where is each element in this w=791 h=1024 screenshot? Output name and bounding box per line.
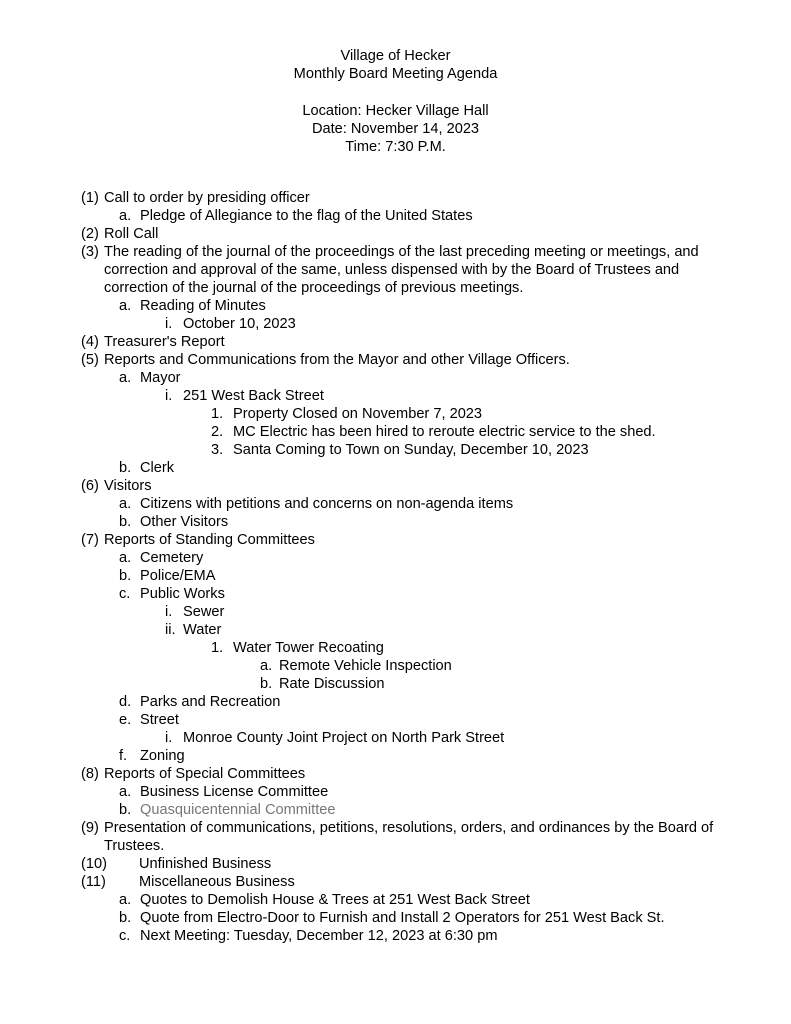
- agenda-item-marker: d.: [119, 694, 132, 710]
- agenda-item: [0, 333, 791, 351]
- agenda-item: [0, 405, 791, 423]
- agenda-item: [0, 765, 791, 783]
- agenda-item-marker: i.: [165, 316, 173, 332]
- agenda-item-text: Reports and Communications from the Mayor and other Village Officers.: [104, 352, 570, 368]
- agenda-item-marker: a.: [260, 658, 273, 674]
- agenda-item-text: Street: [140, 712, 179, 728]
- agenda-item: [0, 693, 791, 711]
- agenda-item-marker: (2): [81, 226, 99, 242]
- agenda-item: [0, 387, 791, 405]
- agenda-item-marker: 1.: [211, 640, 224, 656]
- agenda-item-marker: i.: [165, 604, 173, 620]
- agenda-item-marker: e.: [119, 712, 132, 728]
- agenda-item: [0, 801, 791, 819]
- agenda-item: [0, 819, 791, 855]
- agenda-item: [0, 513, 791, 531]
- agenda-item: [0, 189, 791, 207]
- agenda-item: [0, 351, 791, 369]
- agenda-item-text: Miscellaneous Business: [139, 874, 295, 890]
- agenda-item: [0, 675, 791, 693]
- agenda-item-marker: b.: [260, 676, 273, 692]
- agenda-item: [0, 585, 791, 603]
- agenda-item-marker: (8): [81, 766, 99, 782]
- agenda-item-text: Presentation of communications, petitions, resolutions, orders, and ordinances by the Board of Trustees.: [104, 820, 714, 854]
- agenda-item-marker: a.: [119, 298, 132, 314]
- meeting-date: Date: November 14, 2023: [311, 121, 480, 137]
- agenda-item-text: Other Visitors: [140, 514, 229, 530]
- agenda-item: [0, 315, 791, 333]
- agenda-item-text: Roll Call: [104, 226, 159, 242]
- agenda-item: [0, 207, 791, 225]
- agenda-item: [0, 783, 791, 801]
- agenda-item-marker: b.: [119, 910, 132, 926]
- agenda-item-text: Next Meeting: Tuesday, December 12, 2023 at 6:30 pm: [140, 928, 498, 944]
- agenda-item: [0, 549, 791, 567]
- agenda-item: [0, 225, 791, 243]
- agenda-item-marker: f.: [119, 748, 128, 764]
- agenda-item-text: Water Tower Recoating: [233, 640, 384, 656]
- agenda-item-marker: a.: [119, 550, 132, 566]
- agenda-item: [0, 567, 791, 585]
- agenda-item: [0, 873, 791, 891]
- agenda-item-text: Police/EMA: [140, 568, 216, 584]
- agenda-item-marker: (7): [81, 532, 99, 548]
- agenda-item: [0, 297, 791, 315]
- agenda-item-text: MC Electric has been hired to reroute electric service to the shed.: [233, 424, 656, 440]
- agenda-item-marker: (11): [81, 874, 106, 890]
- agenda-item-text: Remote Vehicle Inspection: [279, 658, 452, 674]
- agenda-item-text: Reports of Special Committees: [104, 766, 306, 782]
- agenda-item-text: Monroe County Joint Project on North Park Street: [183, 730, 505, 746]
- agenda-item: [0, 729, 791, 747]
- agenda-item-text: Rate Discussion: [279, 676, 385, 692]
- meeting-location: Location: Hecker Village Hall: [302, 103, 489, 119]
- agenda-item-text: Visitors: [104, 478, 152, 494]
- agenda-item: [0, 927, 791, 945]
- agenda-item-marker: (10): [81, 856, 107, 872]
- agenda-item-marker: (1): [81, 190, 99, 206]
- agenda-item-text: Cemetery: [140, 550, 204, 566]
- agenda-item-marker: (9): [81, 820, 99, 836]
- agenda-item-text: Water: [183, 622, 222, 638]
- agenda-item-marker: (5): [81, 352, 99, 368]
- agenda-item-text: Treasurer's Report: [104, 334, 225, 350]
- agenda-item: [0, 909, 791, 927]
- agenda-item: [0, 639, 791, 657]
- agenda-item-text: Clerk: [140, 460, 175, 476]
- header-block-1: [0, 47, 791, 83]
- agenda-item-text: Call to order by presiding officer: [104, 190, 310, 206]
- agenda-item-marker: i.: [165, 730, 173, 746]
- agenda-item: [0, 891, 791, 909]
- agenda-item-marker: i.: [165, 388, 173, 404]
- agenda-item: [0, 711, 791, 729]
- header-block-2: [0, 102, 791, 156]
- agenda-item-text: Quasquicentennial Committee: [140, 802, 336, 818]
- agenda-item-marker: b.: [119, 568, 132, 584]
- agenda-item-text: Business License Committee: [140, 784, 329, 800]
- agenda-item-marker: 3.: [211, 442, 224, 458]
- agenda-item: [0, 477, 791, 495]
- agenda-item: [0, 621, 791, 639]
- meeting-time: Time: 7:30 P.M.: [345, 139, 446, 155]
- agenda-item-marker: a.: [119, 892, 132, 908]
- agenda-item: [0, 747, 791, 765]
- agenda-list: [0, 189, 791, 945]
- agenda-item-marker: b.: [119, 514, 132, 530]
- agenda-item-marker: (6): [81, 478, 99, 494]
- agenda-item: [0, 531, 791, 549]
- agenda-item: [0, 441, 791, 459]
- agenda-item: [0, 369, 791, 387]
- agenda-item-marker: ii.: [165, 622, 176, 638]
- agenda-item: [0, 603, 791, 621]
- agenda-item: [0, 855, 791, 873]
- agenda-item: [0, 495, 791, 513]
- agenda-item-marker: 1.: [211, 406, 224, 422]
- agenda-item-marker: c.: [119, 586, 131, 602]
- agenda-item-marker: a.: [119, 208, 132, 224]
- agenda-item-text: The reading of the journal of the proceedings of the last preceding meeting or meetings, and correction and approval of the same, unless dispensed with by the Board of Trustees and correction of the journal of the proceedings of previous meetings.: [104, 244, 699, 296]
- agenda-item-text: Reading of Minutes: [140, 298, 266, 314]
- agenda-item-marker: c.: [119, 928, 131, 944]
- agenda-item-text: Parks and Recreation: [140, 694, 281, 710]
- agenda-item-text: Property Closed on November 7, 2023: [233, 406, 483, 422]
- agenda-item-text: Zoning: [140, 748, 185, 764]
- agenda-item-text: Quote from Electro-Door to Furnish and Install 2 Operators for 251 West Back St.: [140, 910, 665, 926]
- agenda-item: [0, 243, 791, 297]
- agenda-item-text: Quotes to Demolish House & Trees at 251 West Back Street: [140, 892, 530, 908]
- agenda-item-text: October 10, 2023: [183, 316, 296, 332]
- agenda-item-text: Pledge of Allegiance to the flag of the United States: [140, 208, 473, 224]
- agenda-item-text: Santa Coming to Town on Sunday, December 10, 2023: [233, 442, 589, 458]
- agenda-item-marker: (4): [81, 334, 99, 350]
- agenda-item-text: Mayor: [140, 370, 181, 386]
- agenda-item-marker: a.: [119, 496, 132, 512]
- agenda-item-marker: b.: [119, 460, 132, 476]
- agenda-item-marker: 2.: [211, 424, 224, 440]
- agenda-item-text: Citizens with petitions and concerns on non-agenda items: [140, 496, 514, 512]
- agenda-item-text: 251 West Back Street: [183, 388, 324, 404]
- agenda-item-marker: (3): [81, 244, 99, 260]
- agenda-item-text: Unfinished Business: [139, 856, 272, 872]
- agenda-item: [0, 423, 791, 441]
- org-name: Village of Hecker: [340, 48, 451, 64]
- document-title: Monthly Board Meeting Agenda: [293, 66, 498, 82]
- agenda-item-text: Reports of Standing Committees: [104, 532, 315, 548]
- agenda-item: [0, 459, 791, 477]
- agenda-item-text: Public Works: [140, 586, 225, 602]
- agenda-item-marker: a.: [119, 370, 132, 386]
- agenda-item-marker: a.: [119, 784, 132, 800]
- agenda-item-text: Sewer: [183, 604, 225, 620]
- agenda-item: [0, 657, 791, 675]
- agenda-item-marker: b.: [119, 802, 132, 818]
